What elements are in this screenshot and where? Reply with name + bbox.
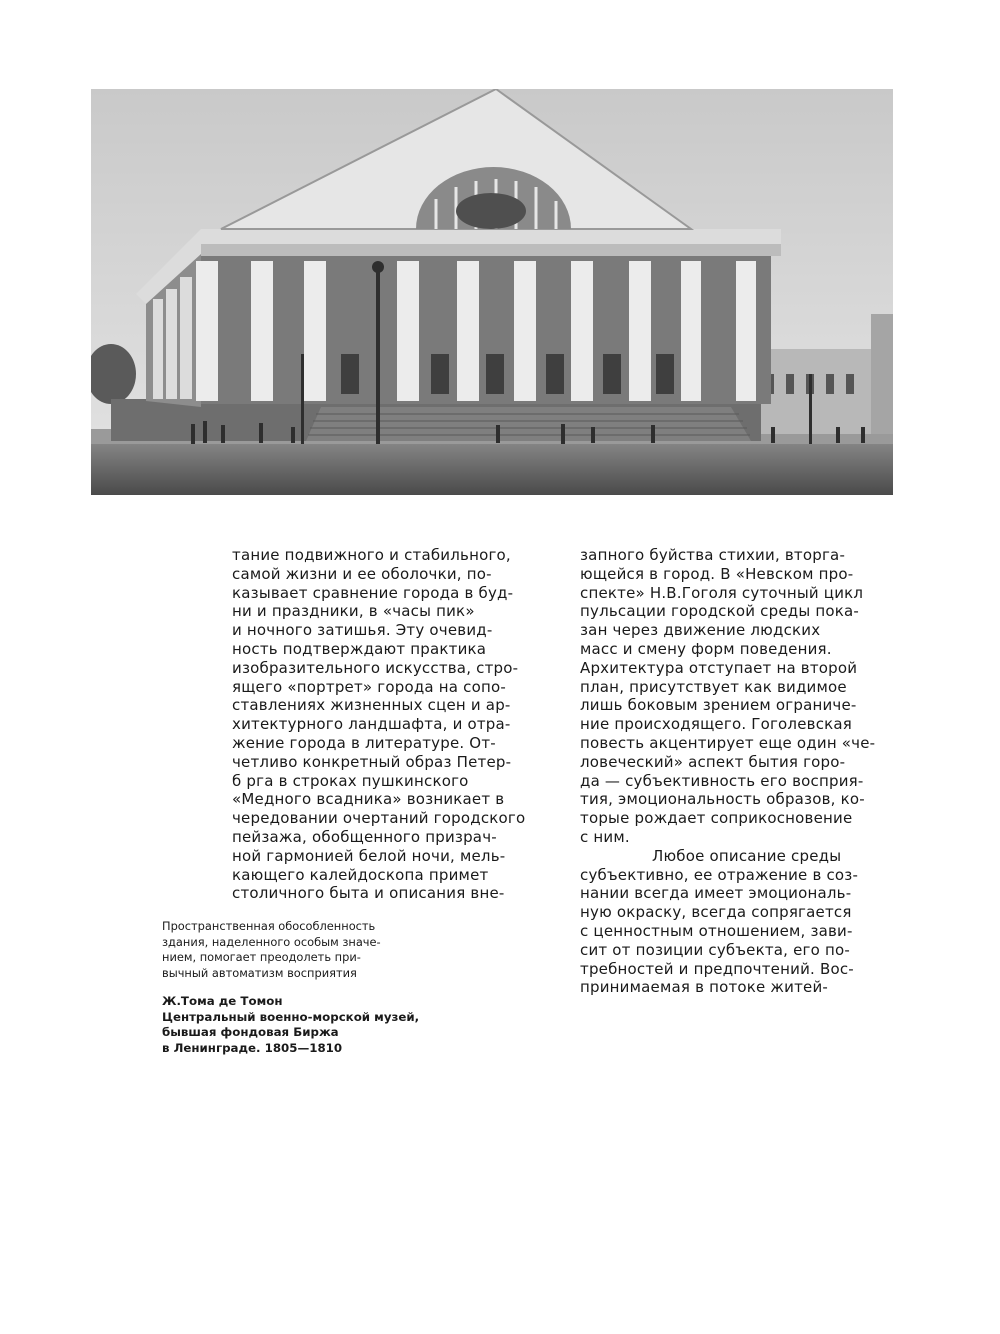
text-line: четливо конкретный образ Петер-	[232, 752, 512, 771]
text-line: Любое описание среды	[652, 846, 842, 865]
text-line: ность подтверждают практика	[232, 639, 487, 658]
text-line: ставлениях жизненных сцен и ар-	[232, 696, 511, 715]
text-line: масс и смену форм поведения.	[580, 639, 832, 658]
text-line: хитектурного ландшафта, и отра-	[232, 715, 511, 734]
text-line: «Медного всадника» возникает в	[232, 790, 505, 809]
text-line: ной гармонией белой ночи, мель-	[232, 846, 506, 865]
text-line: самой жизни и ее оболочки, по-	[232, 564, 492, 583]
text-line: принимаемая в потоке житей-	[580, 978, 829, 997]
text-line: чередовании очертаний городского	[232, 809, 526, 828]
text-line: пульсации городской среды пока-	[580, 602, 859, 621]
text-line: ние происходящего. Гоголевская	[580, 715, 853, 734]
text-line: кающего калейдоскопа примет	[232, 865, 489, 884]
text-line: с ценностным отношением, зави-	[580, 921, 853, 940]
text-line: изобразительного искусства, стро-	[232, 658, 519, 677]
text-line: план, присутствует как видимое	[580, 677, 847, 696]
credit-line: бывшая фондовая Биржа	[162, 1025, 339, 1039]
text-line: ющейся в город. В «Невском про-	[580, 564, 854, 583]
text-line: ловеческий» аспект бытия горо-	[580, 752, 846, 771]
text-line: жение города в литературе. От-	[232, 733, 496, 752]
text-line: столичного быта и описания вне-	[232, 884, 505, 903]
credit-line: в Ленинграде. 1805—1810	[162, 1040, 343, 1055]
text-line: повесть акцентирует еще один «че-	[580, 733, 876, 752]
text-line: б рга в строках пушкинского	[232, 771, 469, 790]
text-line: требностей и предпочтений. Вос-	[580, 959, 854, 978]
credit-line: Ж.Тома де Томон	[162, 994, 283, 1008]
photo-stock-exchange-building	[91, 89, 893, 495]
caption-line: Пространственная обособленность	[162, 919, 376, 933]
text-line: ную окраску, всегда сопрягается	[580, 903, 852, 922]
caption-line: нием, помогает преодолеть при-	[162, 950, 361, 964]
photo-caption	[162, 919, 381, 981]
text-line: спекте» Н.В.Гоголя суточный цикл	[580, 583, 864, 602]
caption-line: вычный автоматизм восприятия	[162, 965, 357, 980]
text-line: ящего «портрет» города на сопо-	[232, 677, 506, 696]
text-line: лишь боковым зрением ограниче-	[580, 696, 857, 715]
text-column-right	[580, 546, 875, 997]
text-line: субъективно, ее отражение в соз-	[580, 865, 859, 884]
text-column-left	[232, 546, 525, 903]
text-line: запного буйства стихии, вторга-	[580, 546, 846, 564]
photo-credit	[162, 994, 419, 1056]
text-line: ни и праздники, в «часы пик»	[232, 602, 475, 621]
text-line: да — субъективность его восприя-	[580, 771, 864, 790]
text-line: тия, эмоциональность образов, ко-	[580, 790, 865, 809]
credit-line: Центральный военно-морской музей,	[162, 1009, 420, 1024]
text-line: Архитектура отступает на второй	[580, 658, 858, 677]
text-line: казывает сравнение города в буд-	[232, 583, 514, 602]
text-line: сит от позиции субъекта, его по-	[580, 940, 850, 959]
text-line: нании всегда имеет эмоциональ-	[580, 884, 852, 903]
text-line: пейзажа, обобщенного призрач-	[232, 827, 497, 846]
caption-line: здания, наделенного особым значе-	[162, 934, 381, 949]
text-line: зан через движение людских	[580, 621, 821, 640]
text-line: с ним.	[580, 827, 630, 846]
text-line: и ночного затишья. Эту очевид-	[232, 621, 493, 640]
text-line: торые рождает соприкосновение	[580, 809, 853, 828]
text-line: тание подвижного и стабильного,	[232, 546, 511, 564]
